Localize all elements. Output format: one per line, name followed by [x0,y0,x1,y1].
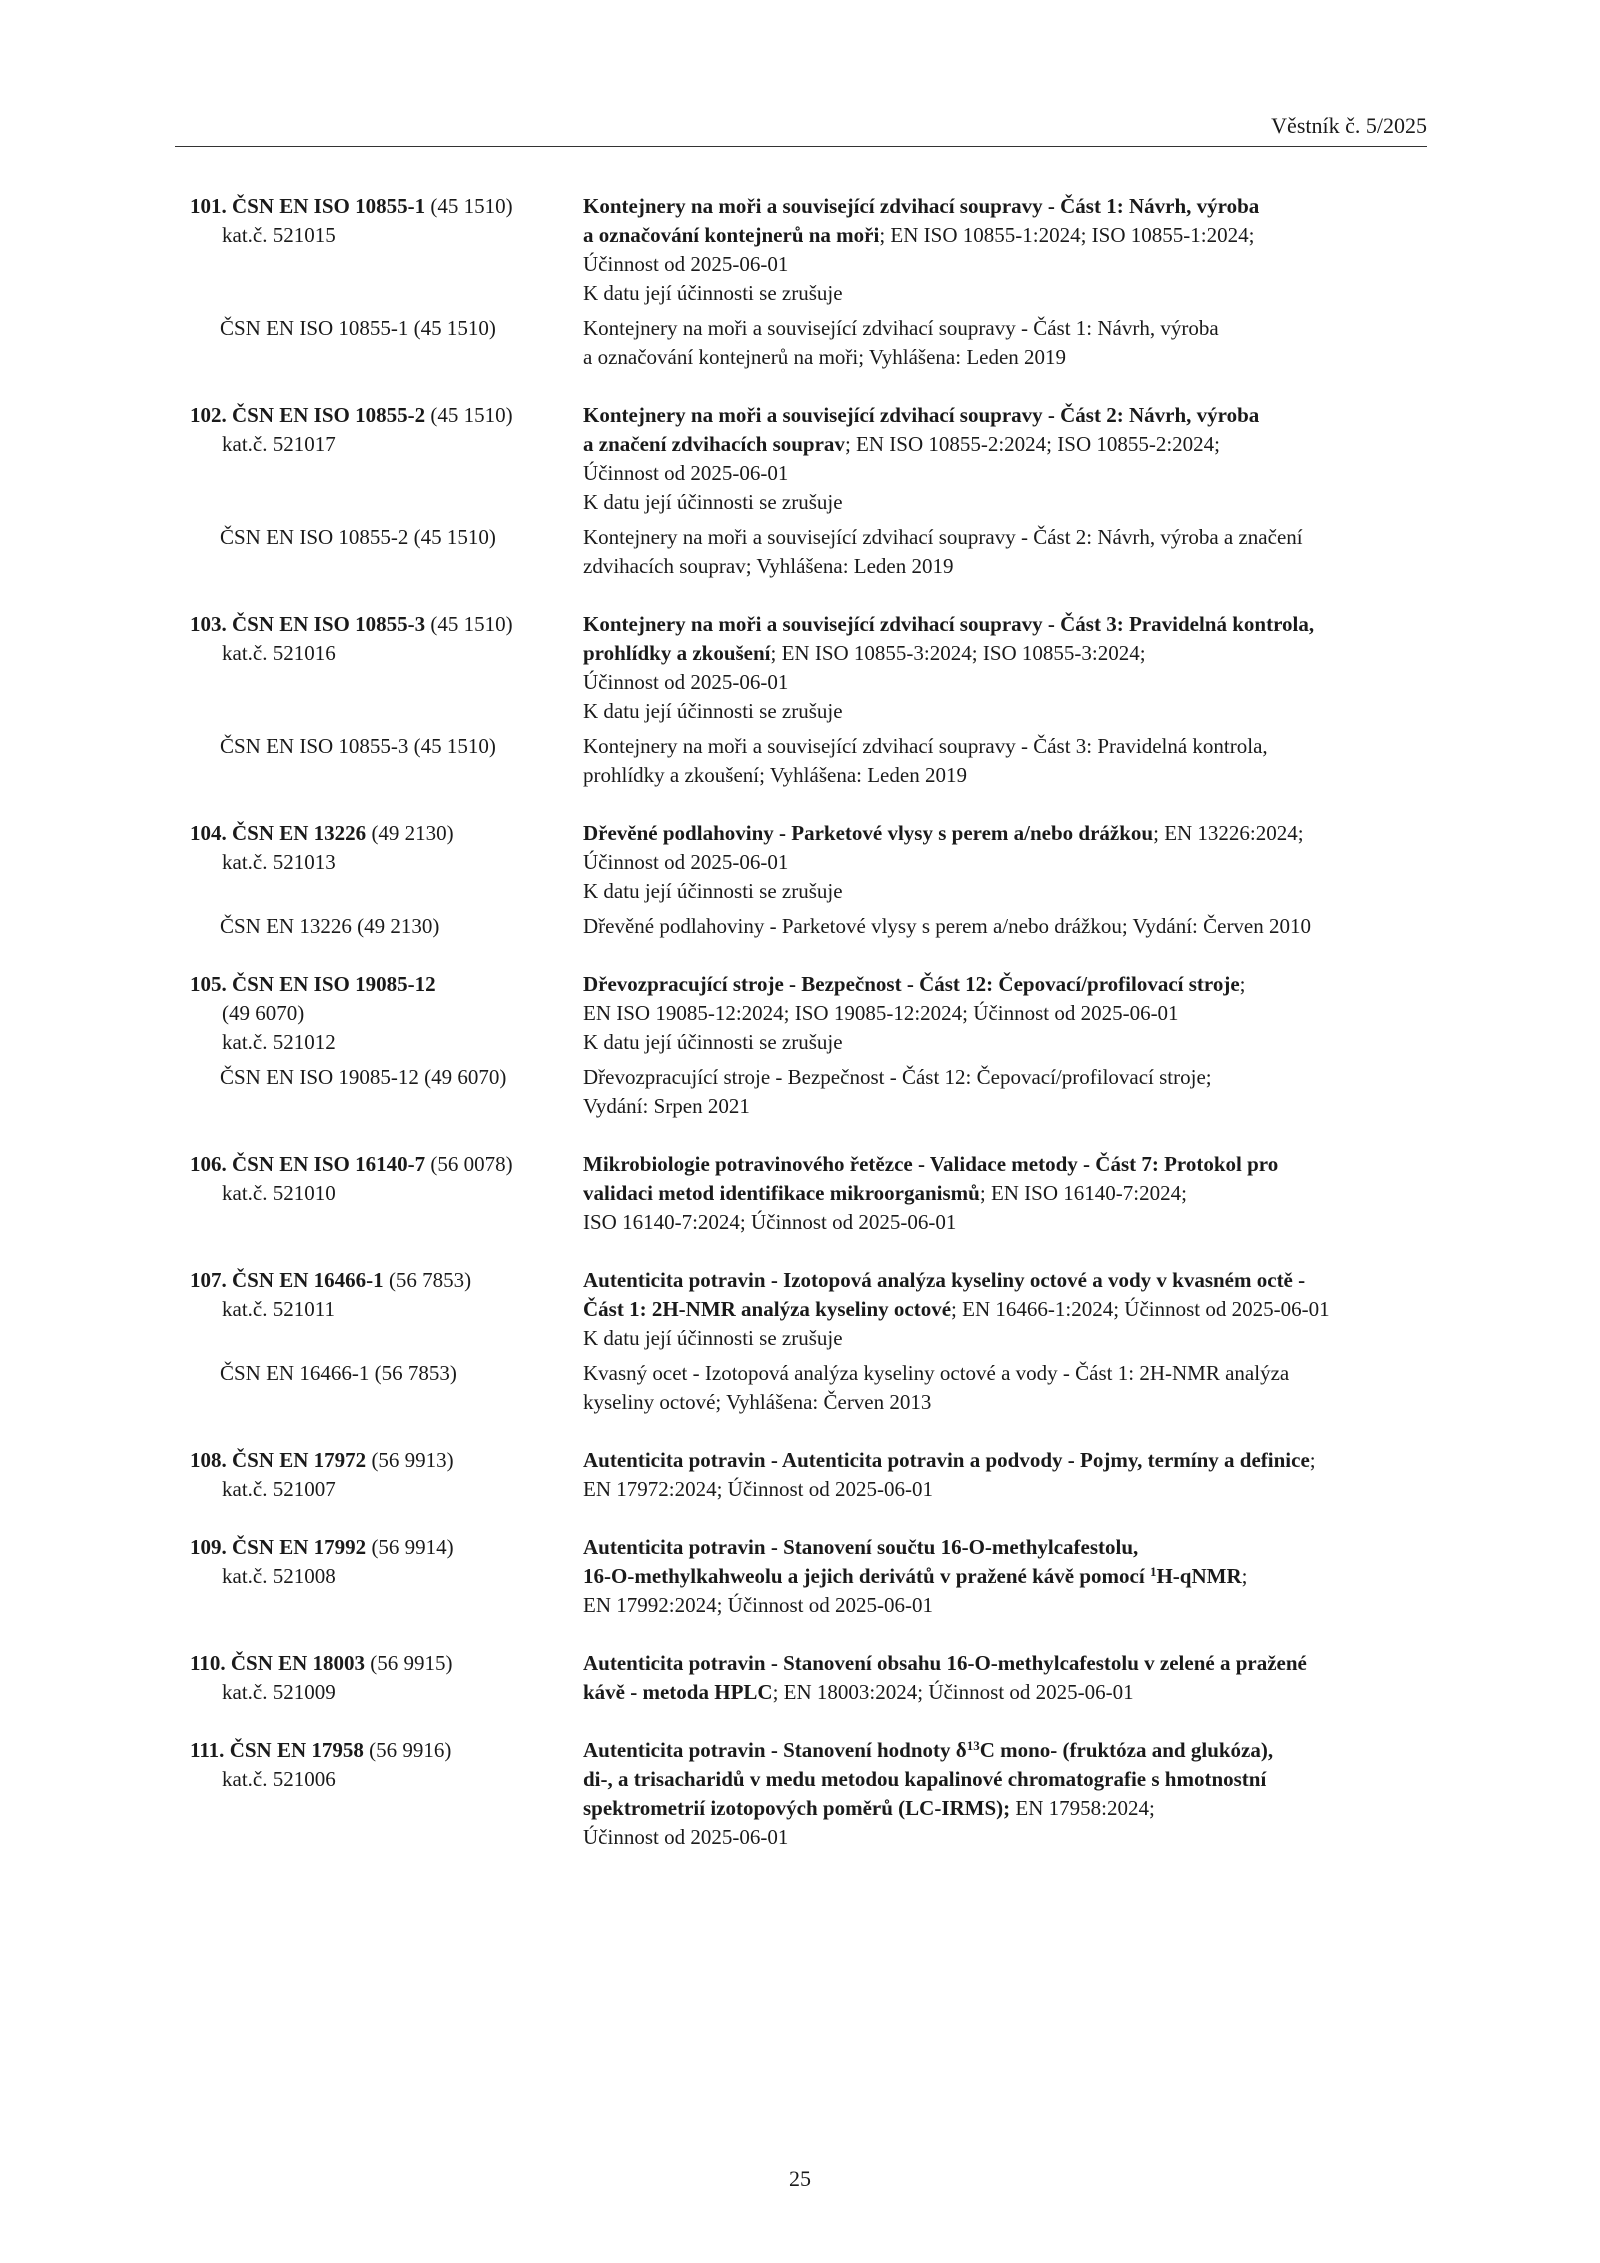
classification: (56 9916) [369,1738,452,1762]
catalog-number: kat.č. 521010 [222,1181,336,1205]
replaced-standard-title-cont: a označování kontejnerů na moři; Vyhlášena: Leden 2019 [583,345,1067,369]
standards-list [190,192,1440,1881]
standard-code: ČSN EN 18003 [230,1651,366,1675]
superscript: 1 [1149,1564,1157,1579]
standard-refs: ; [1309,1448,1316,1472]
classification: (45 1510) [430,194,513,218]
standard-refs-effective: EN 17972:2024; Účinnost od 2025-06-01 [583,1477,933,1501]
entry-number: 104. [190,821,227,845]
classification: (49 6070) [222,1001,305,1025]
standard-title: Autenticita potravin - Izotopová analýza kyseliny octové a vody v kvasném octě - [583,1268,1306,1292]
standard-code: ČSN EN 17958 [229,1738,364,1762]
effective-date: Účinnost od 2025-06-01 [583,252,789,276]
standard-code: ČSN EN ISO 19085-12 [232,972,436,996]
replaced-standard-title: Dřevěné podlahoviny - Parketové vlysy s perem a/nebo drážkou; Vydání: Červen 2010 [583,914,1312,938]
catalog-number: kat.č. 521013 [222,850,336,874]
classification: (45 1510) [430,612,513,636]
standard-title: Dřevěné podlahoviny - Parketové vlysy s perem a/nebo drážkou [583,821,1154,845]
standard-refs: ; EN 16466-1:2024; Účinnost od 2025-06-01 [951,1297,1330,1321]
standard-title-cont: 16-O-methylkahweolu a jejich derivátů v pražené kávě pomocí $^1$H-qNMR [583,1564,1242,1588]
withdrawal-note: K datu její účinnosti se zrušuje [583,281,843,305]
replaced-standard-code: ČSN EN 16466-1 (56 7853) [220,1361,457,1385]
replaced-standard-code: ČSN EN ISO 19085-12 (49 6070) [220,1065,507,1089]
catalog-number: kat.č. 521012 [222,1030,336,1054]
standard-title-cont: kávě - metoda HPLC [583,1680,773,1704]
standard-entry-111 [190,1736,1440,1852]
standard-title: Autenticita potravin - Stanovení hodnoty $\delta^{13}C$ mono- (fruktóza and glukóza), [583,1738,1274,1762]
standard-entry-101 [190,192,1440,372]
replaced-standard-title-cont: kyseliny octové; Vyhlášena: Červen 2013 [583,1390,932,1414]
standard-title-cont: di-, a trisacharidů v medu metodou kapalinové chromatografie s hmotnostní [583,1767,1267,1791]
catalog-number: kat.č. 521006 [222,1767,336,1791]
classification: (56 9915) [370,1651,453,1675]
replaced-standard-title-cont: Vydání: Srpen 2021 [583,1094,750,1118]
catalog-number: kat.č. 521017 [222,432,336,456]
standard-code: ČSN EN 13226 [232,821,367,845]
withdrawal-note: K datu její účinnosti se zrušuje [583,1030,843,1054]
classification: (56 9914) [371,1535,454,1559]
withdrawal-note: K datu její účinnosti se zrušuje [583,699,843,723]
standard-refs: ; EN 18003:2024; Účinnost od 2025-06-01 [772,1680,1134,1704]
entry-number: 110. [190,1651,226,1675]
standard-entry-106 [190,1150,1440,1237]
standard-code: ČSN EN 16466-1 [232,1268,384,1292]
standard-title: Dřevozpracující stroje - Bezpečnost - Část 12: Čepovací/profilovací stroje [583,972,1240,996]
entry-number: 106. [190,1152,227,1176]
standard-refs: ; [1241,1564,1248,1588]
standard-refs: ; [1239,972,1246,996]
standard-entry-103 [190,610,1440,790]
standard-entry-109 [190,1533,1440,1620]
effective-date: Účinnost od 2025-06-01 [583,461,789,485]
standard-title: Kontejnery na moři a související zdvihací soupravy - Část 3: Pravidelná kontrola, [583,612,1315,636]
catalog-number: kat.č. 521008 [222,1564,336,1588]
entry-number: 101. [190,194,227,218]
standard-code: ČSN EN 17972 [232,1448,367,1472]
standard-refs-effective: ISO 16140-7:2024; Účinnost od 2025-06-01 [583,1210,957,1234]
classification: (56 7853) [388,1268,472,1292]
effective-date: Účinnost od 2025-06-01 [583,670,789,694]
replaced-standard-title-cont: zdvihacích souprav; Vyhlášena: Leden 2019 [583,554,954,578]
standard-code: ČSN EN ISO 10855-1 [232,194,426,218]
standard-code: ČSN EN ISO 16140-7 [232,1152,426,1176]
standard-title-cont: spektrometrií izotopových poměrů (LC-IRMS); [583,1796,1011,1820]
classification: (49 2130) [371,821,454,845]
standard-refs: ; EN 13226:2024; [1153,821,1304,845]
entry-number: 111. [190,1738,225,1762]
entry-number: 105. [190,972,227,996]
standard-entry-102 [190,401,1440,581]
standard-title: Autenticita potravin - Autenticita potravin a podvody - Pojmy, termíny a definice [583,1448,1310,1472]
header-rule [175,146,1427,147]
entry-number: 107. [190,1268,227,1292]
withdrawal-note: K datu její účinnosti se zrušuje [583,879,843,903]
standard-code: ČSN EN 17992 [232,1535,367,1559]
standard-title: Mikrobiologie potravinového řetězce - Validace metody - Část 7: Protokol pro [583,1152,1279,1176]
page-number: 25 [789,2166,811,2191]
catalog-number: kat.č. 521011 [222,1297,335,1321]
standard-title-cont: a označování kontejnerů na moři [583,223,880,247]
standard-title: Kontejnery na moři a související zdvihací soupravy - Část 1: Návrh, výroba [583,194,1260,218]
replaced-standard-title: Dřevozpracující stroje - Bezpečnost - Část 12: Čepovací/profilovací stroje; [583,1065,1212,1089]
standard-code: ČSN EN ISO 10855-3 [232,612,426,636]
standard-title-cont: prohlídky a zkoušení [583,641,771,665]
entry-number: 103. [190,612,227,636]
standard-entry-110 [190,1649,1440,1707]
standard-entry-108 [190,1446,1440,1504]
replaced-standard-code: ČSN EN ISO 10855-2 (45 1510) [220,525,496,549]
standard-refs-effective: EN ISO 19085-12:2024; ISO 19085-12:2024; Účinnost od 2025-06-01 [583,1001,1179,1025]
entry-number: 108. [190,1448,227,1472]
replaced-standard-title: Kontejnery na moři a související zdvihací soupravy - Část 3: Pravidelná kontrola, [583,734,1268,758]
standard-title: Autenticita potravin - Stanovení součtu 16-O-methylcafestolu, [583,1535,1139,1559]
catalog-number: kat.č. 521007 [222,1477,336,1501]
standard-entry-105 [190,970,1440,1121]
replaced-standard-title-cont: prohlídky a zkoušení; Vyhlášena: Leden 2019 [583,763,967,787]
standard-refs: ; EN ISO 10855-1:2024; ISO 10855-1:2024; [879,223,1255,247]
withdrawal-note: K datu její účinnosti se zrušuje [583,1326,843,1350]
entry-number: 102. [190,403,227,427]
replaced-standard-code: ČSN EN ISO 10855-3 (45 1510) [220,734,496,758]
standard-title-cont: validaci metod identifikace mikroorganismů [583,1181,980,1205]
standard-refs: ; EN ISO 16140-7:2024; [979,1181,1187,1205]
standard-refs-effective: EN 17992:2024; Účinnost od 2025-06-01 [583,1593,933,1617]
standard-entry-107 [190,1266,1440,1417]
entry-number: 109. [190,1535,227,1559]
classification: (45 1510) [430,403,513,427]
classification: (56 0078) [430,1152,513,1176]
standard-entry-104 [190,819,1440,941]
effective-date: Účinnost od 2025-06-01 [583,850,789,874]
replaced-standard-title: Kontejnery na moři a související zdvihací soupravy - Část 1: Návrh, výroba [583,316,1219,340]
standard-refs: ; EN ISO 10855-2:2024; ISO 10855-2:2024; [844,432,1221,456]
standard-title: Kontejnery na moři a související zdvihací soupravy - Část 2: Návrh, výroba [583,403,1260,427]
standard-refs: ; EN ISO 10855-3:2024; ISO 10855-3:2024; [770,641,1146,665]
replaced-standard-code: ČSN EN ISO 10855-1 (45 1510) [220,316,496,340]
standard-title-cont: Část 1: 2H-NMR analýza kyseliny octové [583,1297,952,1321]
superscript: 13 [966,1738,980,1753]
withdrawal-note: K datu její účinnosti se zrušuje [583,490,843,514]
replaced-standard-code: ČSN EN 13226 (49 2130) [220,914,440,938]
catalog-number: kat.č. 521015 [222,223,336,247]
classification: (56 9913) [371,1448,454,1472]
catalog-number: kat.č. 521009 [222,1680,336,1704]
effective-date: Účinnost od 2025-06-01 [583,1825,789,1849]
standard-title-cont: a značení zdvihacích souprav [583,432,845,456]
standard-title: Autenticita potravin - Stanovení obsahu 16-O-methylcafestolu v zelené a pražené [583,1651,1307,1675]
replaced-standard-title: Kvasný ocet - Izotopová analýza kyseliny octové a vody - Část 1: 2H-NMR analýza [583,1361,1290,1385]
catalog-number: kat.č. 521016 [222,641,336,665]
journal-header: Věstník č. 5/2025 [1271,113,1427,138]
standard-refs: EN 17958:2024; [1010,1796,1155,1820]
replaced-standard-title: Kontejnery na moři a související zdvihací soupravy - Část 2: Návrh, výroba a značení [583,525,1303,549]
standard-code: ČSN EN ISO 10855-2 [232,403,426,427]
